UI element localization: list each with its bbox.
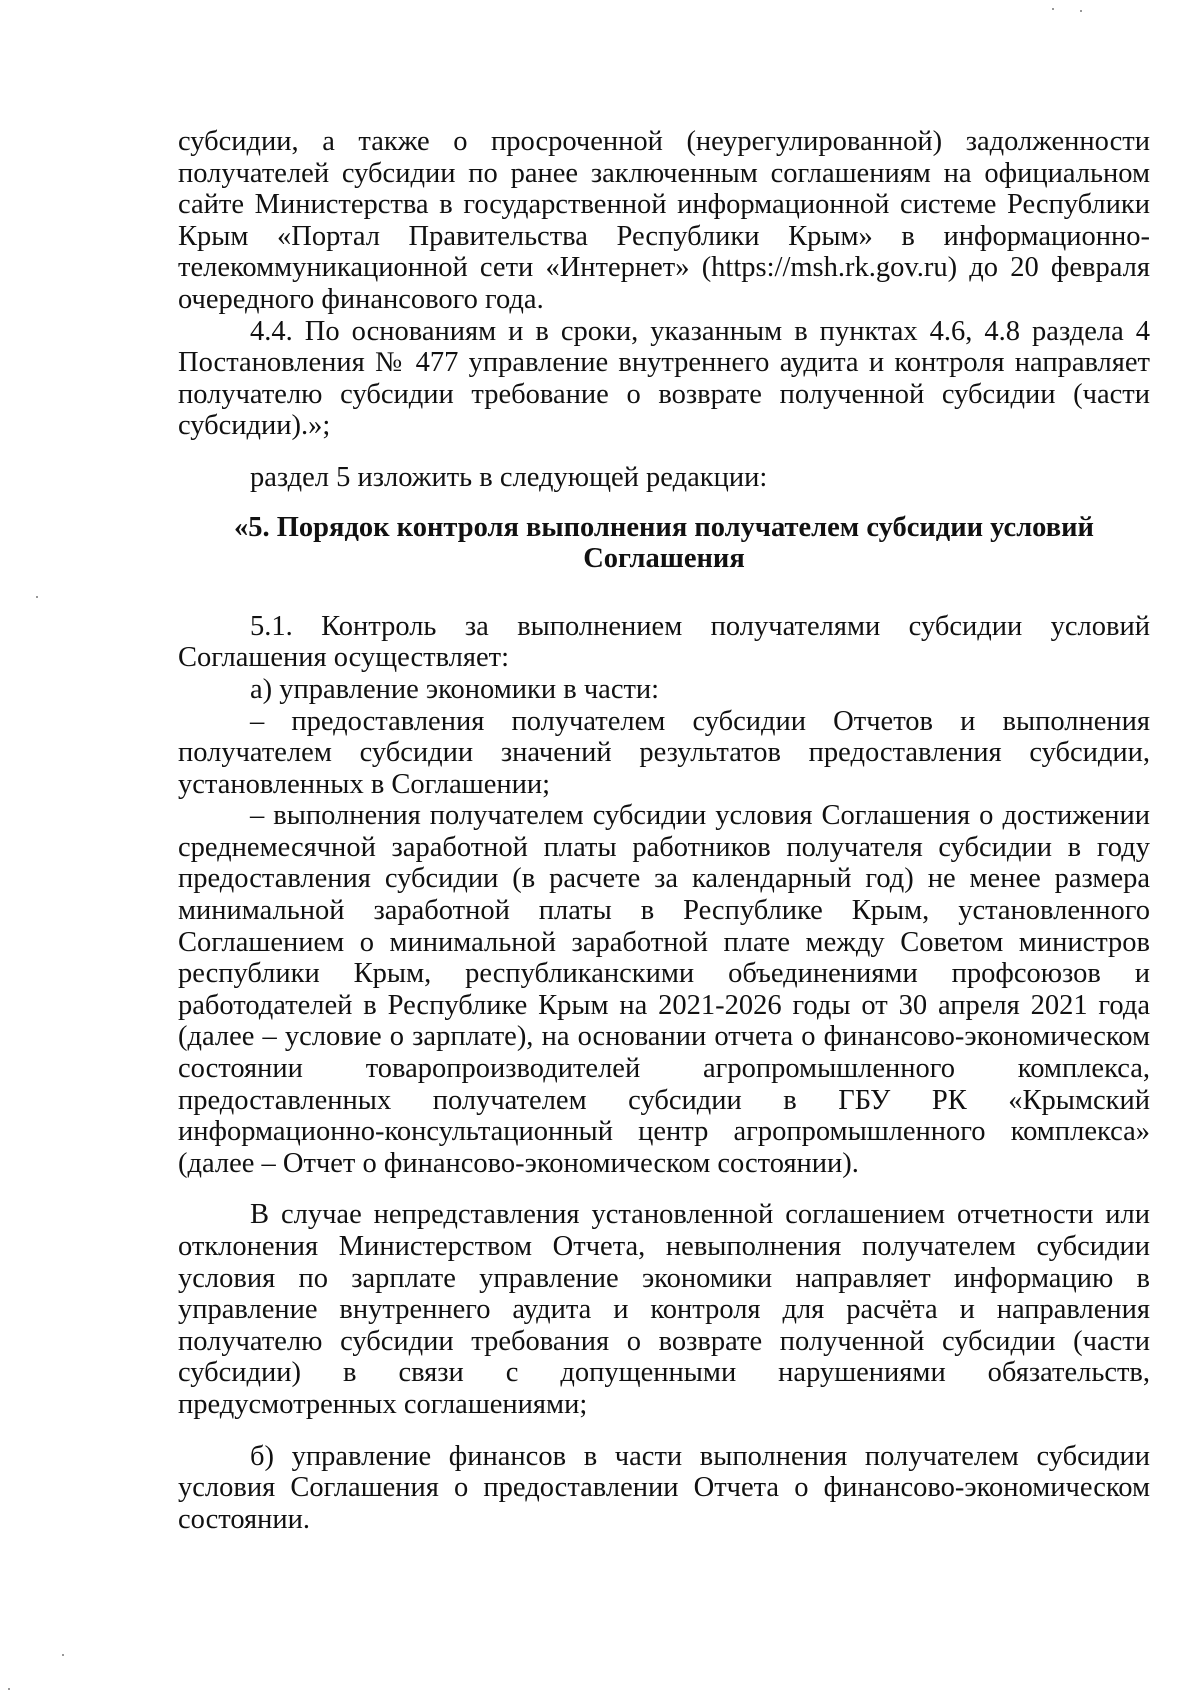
section-5-heading-line1: «5. Порядок контроля выполнения получателем субсидии условий [234,511,1094,543]
section-5-heading-line2: Соглашения [583,543,745,575]
scan-speck [1052,8,1054,10]
paragraph-subsidy-debt: субсидии, а также о просроченной (неурегулированной) задолженности получателей субсидии по ранее заключенным соглашениям на официальном сайте Министерства в государственной информационной системе Республики Крым «Портал Правительства Республики Крым» в информационно-телекоммуникационной сети «Интернет» (https://msh.rk.gov.ru) до 20 февраля очередного финансового года. [178,126,1150,315]
paragraph-salary-dash: – выполнения получателем субсидии условия Соглашения о достижении среднемесячной заработной платы работников получателя субсидии в году предоставления субсидии (в расчете за календарный год) не менее размера минимальной заработной платы в Республике Крым, установленного Соглашением о минимальной заработной плате между Советом министров республики Крым, республиканскими объединениями профсоюзов и работодателей в Республике Крым на 2021-2026 годы от 30 апреля 2021 года (далее – условие о зарплате), на основании отчета о финансово-экономическом состоянии товаропроизводителей агропромышленного комплекса, предоставленных получателем субсидии в ГБУ РК «Крымский информационно-консультационный центр агропромышленного комплекса» (далее – Отчет о финансово-экономическом состоянии). [178,800,1150,1179]
scan-speck [36,596,38,598]
document-page [178,126,1150,1535]
paragraph-reports-dash: – предоставления получателем субсидии Отчетов и выполнения получателем субсидии значений результатов предоставления субсидии, установленных в Соглашении; [178,705,1150,800]
paragraph-4-4: 4.4. По основаниям и в сроки, указанным в пунктах 4.6, 4.8 раздела 4 Постановления № 477 управление внутреннего аудита и контроля направляет получателю субсидии требование о возврате полученной субсидии (части субсидии).»; [178,315,1150,442]
paragraph-5-1: 5.1. Контроль за выполнением получателями субсидии условий Соглашения осуществляет: [178,610,1150,674]
section-5-heading [178,512,1150,575]
paragraph-section5-intro: раздел 5 изложить в следующей редакции: [250,461,768,493]
scan-speck [8,1688,10,1690]
paragraph-item-b: б) управление финансов в части выполнения получателем субсидии условия Соглашения о предоставлении Отчета о финансово-экономическом состоянии. [178,1440,1150,1535]
scan-speck [62,1654,64,1656]
paragraph-nonsubmission: В случае непредставления установленной соглашением отчетности или отклонения Министерством Отчета, невыполнения получателем субсидии условия по зарплате управление экономики направляет информацию в управление внутреннего аудита и контроля для расчёта и направления получателю субсидии требования о возврате полученной субсидии (части субсидии) в связи с допущенными нарушениями обязательств, предусмотренных соглашениями; [178,1199,1150,1420]
paragraph-item-a: а) управление экономики в части: [250,673,660,705]
scan-speck [1080,10,1082,12]
